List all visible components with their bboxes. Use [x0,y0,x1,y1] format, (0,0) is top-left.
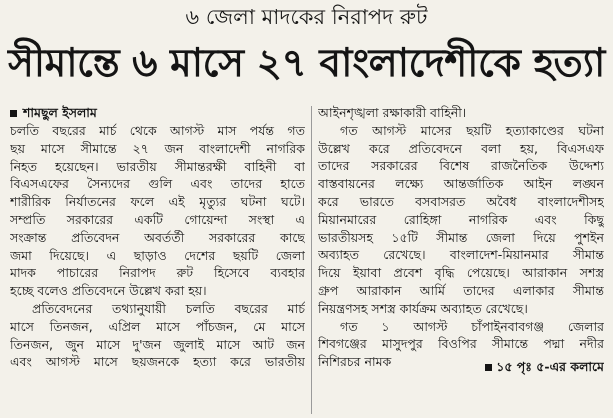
text-line: করে ভারতে বসবাসরত অবৈধ বাংলাদেশীসহ [318,193,604,209]
text-line: মিয়ানমারের রোহিঙ্গা নাগরিক এবং কিছু [318,211,604,227]
byline-author: শামছুল ইসলাম [23,105,97,120]
kicker: ৬ জেলা মাদকের নিরাপদ রুট [185,5,428,29]
text-line: ছয় মাসে সীমান্তে ২৭ জন বাংলাদেশী নাগরিক [10,140,305,156]
continuation-ref [428,358,604,376]
square-bullet-icon [10,110,17,117]
text-line: অব্যাহত রেখেছে। বাংলাদেশ-মিয়ানমার সীমান্ত [318,247,604,263]
text-line: তাদের সরকারের বিশেষ রাজনৈতিক উদ্দেশ্য [318,158,604,174]
text-line: গত আগস্ট মাসের ছয়টি হত্যাকাণ্ডের ঘটনা [340,122,604,138]
text-line: নিশিরচর নামক [318,354,392,370]
text-line: প্রতিবেদনের তথ্যানুযায়ী চলতি বছরের মার্চ [32,300,305,316]
text-line: বাস্তবায়নের লক্ষ্যে আন্তর্জাতিক আইন লঙ্ঘন [318,176,604,192]
text-line: বিএসএফের সৈন্যদের গুলি এবং তাদের হাতে [10,176,305,192]
text-line: হচ্ছে বলেও প্রতিবেদনে উল্লেখ করা হয়। [10,283,207,299]
text-line: দিয়ে ইয়াবা প্রবেশ বৃদ্ধি পেয়েছে। আরাকান সশস্ত্র [318,265,604,281]
text-line: শারীরিক নির্যাতনের ফলে এই মৃত্যুর ঘটনা ঘটে। [10,194,305,210]
text-line: মাসে তিনজন, এপ্রিল মাসে পাঁচজন, মে মাসে [10,318,305,334]
text-line: এবং আগস্ট মাসে ছয়জনকে হত্যা করে ভারতীয় [10,354,305,370]
text-line: ভারতীয়সহ ১৫টি সীমান্ত জেলা দিয়ে পুশইন [318,229,604,245]
headline: সীমান্তে ৬ মাসে ২৭ বাংলাদেশীকে হত্যা [8,41,605,86]
text-line: আইনশৃঙ্খলা রক্ষাকারী বাহিনী। [318,105,467,120]
text-line: সংক্রান্ত প্রতিবেদন অবর্তর্তী সরকারের কাছে [10,229,305,245]
text-line: গত ১ আগস্ট চাঁপাইনবাবগঞ্জ জেলার [340,318,604,334]
text-line: গ্রুপ আরাকান আর্মি তাদের এলাকার সীমান্ত [318,282,604,298]
text-line: মাদক পাচারের নিরাপদ রুট হিসেবে ব্যবহার [10,265,305,281]
text-line: নিহত হয়েছেন। ভারতীয় সীমান্তরক্ষী বাহিনী বা [10,158,305,174]
text-line: জমা দিয়েছে। এ ছাড়াও দেশের ছয়টি জেলা [10,247,305,263]
text-line: উল্লেখ করে প্রতিবেদনে বলা হয়, বিএসএফ [318,140,604,156]
text-line: নিয়ন্ত্রণসহ সশস্ত্র কার্যক্রম অব্যাহত রেখেছে। [318,300,528,316]
right-column [318,104,604,418]
column-divider [311,106,312,414]
left-body [10,122,305,371]
text-line: সম্প্রতি সরকারের একটি গোয়েন্দা সংস্থা এ [10,211,305,227]
text-line: শিবগঞ্জের মাসুদপুর বিওপির সীমান্তে পদ্মা নদীর [318,336,604,352]
text-line: তিনজন, জুন মাসে দু'জন জুলাই মাসে আট জন [10,336,305,352]
continuation-text: ১৫ পৃঃ ৫-এর কলামে [496,358,604,374]
right-body [318,104,604,376]
byline [10,104,305,122]
text-line: চলতি বছরের মার্চ থেকে আগস্ট মাস পর্যন্ত গত [10,123,305,138]
square-bullet-icon [485,364,492,371]
left-column [10,104,305,418]
